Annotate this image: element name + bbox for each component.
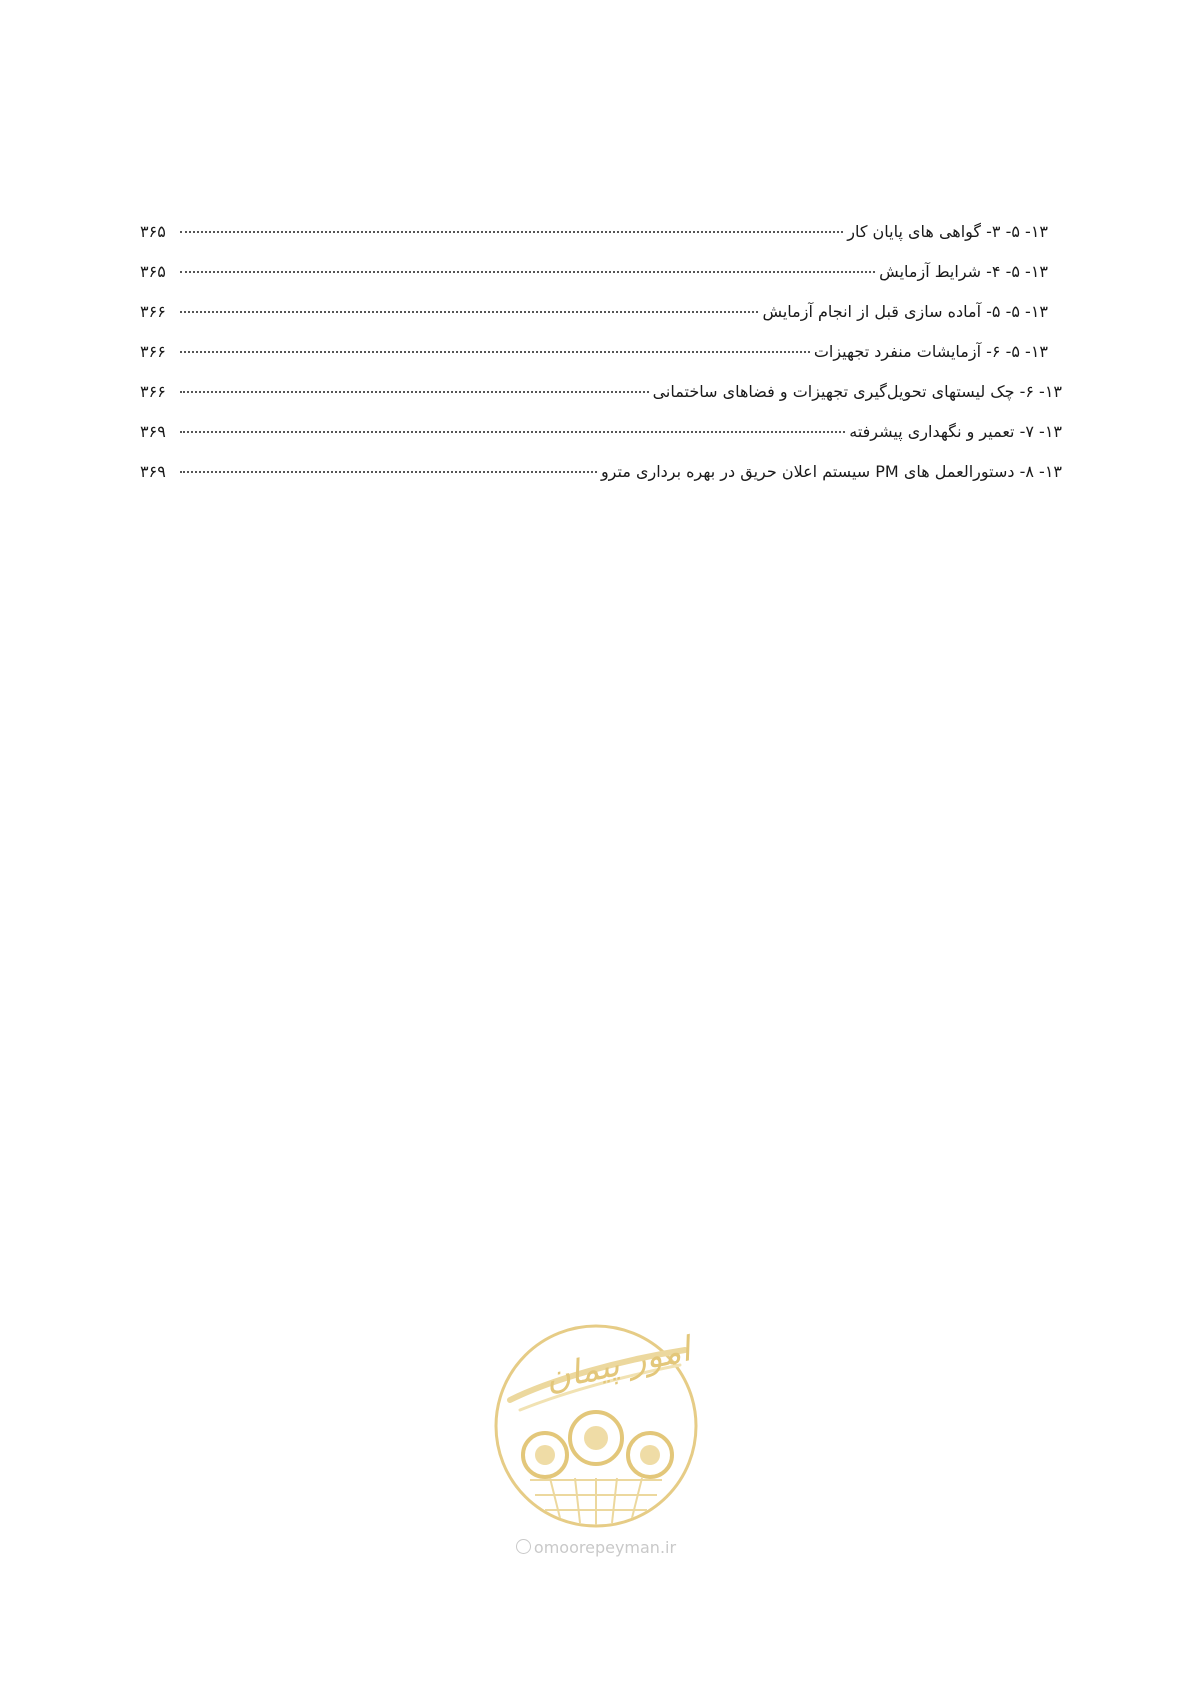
toc-entry-page: ۳۶۵ xyxy=(140,262,166,281)
toc-entry[interactable] xyxy=(140,252,1062,292)
toc-entry[interactable] xyxy=(140,292,1062,332)
toc-entry-page: ۳۶۶ xyxy=(140,382,166,401)
watermark-url: omoorepeyman.ir xyxy=(490,1538,702,1557)
toc-entry-title: ۱۳- ۷- تعمیر و نگهداری پیشرفته xyxy=(849,422,1062,441)
toc-entry-title: ۱۳- ۵- ۶- آزمایشات منفرد تجهیزات xyxy=(813,342,1048,361)
toc-entry-page: ۳۶۹ xyxy=(140,462,166,481)
toc-entry-page: ۳۶۶ xyxy=(140,342,166,361)
toc-entry-title: ۱۳- ۶- چک لیستهای تحویل‌گیری تجهیزات و فضاهای ساختمانی xyxy=(652,382,1062,401)
dot-leader xyxy=(180,471,597,473)
dot-leader xyxy=(180,311,758,313)
toc-entry-page: ۳۶۹ xyxy=(140,422,166,441)
dot-leader xyxy=(180,391,649,393)
watermark-logo xyxy=(490,1320,702,1532)
dot-leader xyxy=(180,431,845,433)
toc-entry-page: ۳۶۵ xyxy=(140,222,166,241)
dot-leader xyxy=(180,351,810,353)
toc-entry-title: ۱۳- ۵- ۳- گواهی های پایان کار xyxy=(847,222,1048,241)
toc-entry-title: ۱۳- ۵- ۴- شرایط آزمایش xyxy=(879,262,1048,281)
svg-text:امور پیمان: امور پیمان xyxy=(541,1329,694,1400)
toc-entry[interactable] xyxy=(140,332,1062,372)
table-of-contents xyxy=(140,212,1062,492)
toc-entry-page: ۳۶۶ xyxy=(140,302,166,321)
toc-entry[interactable] xyxy=(140,452,1062,492)
dot-leader xyxy=(180,271,875,273)
toc-entry-title: ۱۳- ۸- دستورالعمل های PM سیستم اعلان حریق در بهره برداری مترو xyxy=(600,462,1062,481)
toc-entry-title: ۱۳- ۵- ۵- آماده سازی قبل از انجام آزمایش xyxy=(762,302,1048,321)
globe-icon xyxy=(516,1539,531,1554)
toc-entry[interactable] xyxy=(140,212,1062,252)
toc-entry[interactable] xyxy=(140,412,1062,452)
toc-entry[interactable] xyxy=(140,372,1062,412)
dot-leader xyxy=(180,231,843,233)
